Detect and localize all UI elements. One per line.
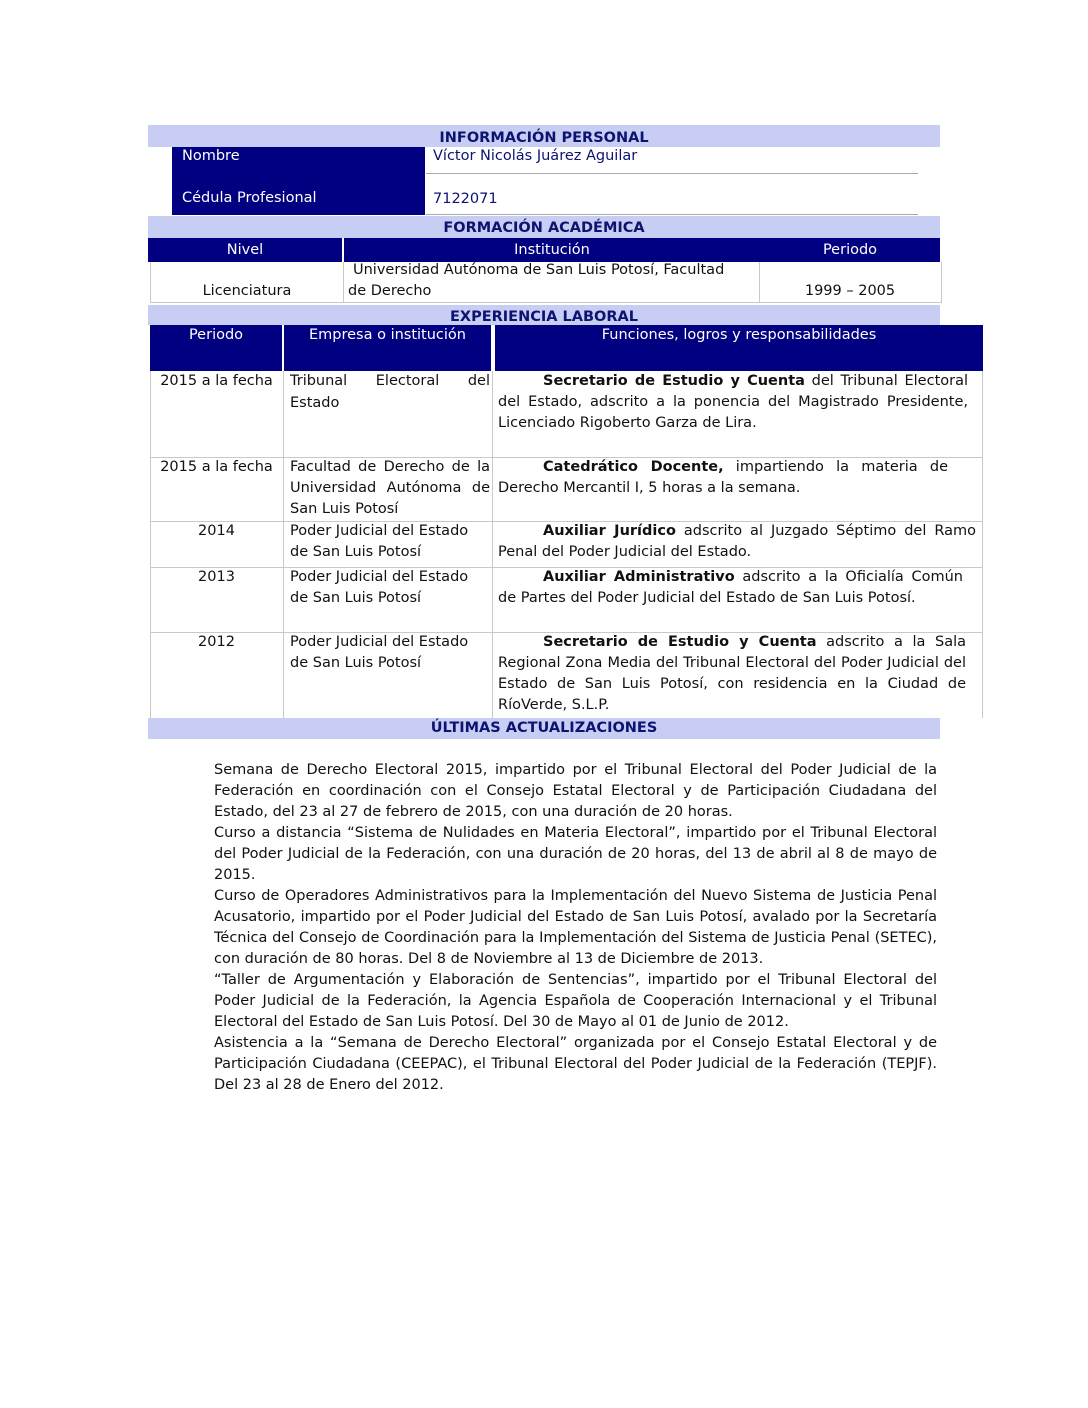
updates-list [214,760,937,1096]
update-item: Curso de Operadores Administrativos para la Implementación del Nuevo Sistema de Justicia Penal Acusatorio, impartido por el Poder Judicial del Estado de San Luis Potosí, avalado por la Secretaría Técnica del Consejo de Coordinación para la Implementación del Sistema de Justicia Penal (SETEC), con duración de 80 horas. Del 8 de Noviembre al 13 de Diciembre de 2013. [214,888,937,967]
experience-header-empresa [284,325,491,371]
divider [283,371,284,718]
experience-header-periodo [150,325,282,371]
cedula-value: 7122071 [433,191,498,207]
experience-funciones [498,567,963,609]
experience-desc: del Tribunal Electoral del Estado, adscrito a la ponencia del Magistrado Presidente, Licenciado Rigoberto Garza de Lira. [498,373,969,431]
experience-role: Auxiliar Administrativo [543,569,735,585]
experience-periodo: 2015 a la fecha [160,459,273,475]
section-title: ÚLTIMAS ACTUALIZACIONES [430,720,658,736]
academic-institucion-line2: de Derecho [348,283,432,299]
section-title: EXPERIENCIA LABORAL [450,309,638,325]
experience-role: Secretario de Estudio y Cuenta [543,373,805,389]
experience-funciones [498,371,968,434]
divider [426,173,918,174]
experience-role: Catedrático Docente, [543,459,724,475]
experience-empresa: Tribunal Electoral del [290,373,490,389]
update-item: Curso a distancia “Sistema de Nulidades en Materia Electoral”, impartido por el Tribunal Electoral del Poder Judicial de la Federación, con una duración de 20 horas, del 13 de abril al 8 de mayo de 2015. [214,825,937,883]
cedula-label: Cédula Profesional [182,190,317,206]
experience-desc: adscrito al Juzgado Séptimo del Ramo Penal del Poder Judicial del Estado. [498,523,976,560]
experience-funciones [498,521,976,563]
divider [426,214,918,215]
academic-header-row [148,238,940,262]
divider [982,371,983,718]
experience-empresa: Poder Judicial del Estado de San Luis Potosí [290,569,469,606]
update-item: Semana de Derecho Electoral 2015, impartido por el Tribunal Electoral del Poder Judicial de la Federación en coordinación con el Consejo Estatal Electoral y de Participación Ciudadana del Estado, del 23 al 27 de febrero de 2015, con una duración de 20 horas. [214,762,937,820]
section-header-updates [148,718,940,739]
experience-funciones [498,632,966,716]
section-title: FORMACIÓN ACADÉMICA [443,220,645,236]
academic-periodo: 1999 – 2005 [804,283,896,299]
experience-role: Secretario de Estudio y Cuenta [543,634,817,650]
section-header-personal [148,125,940,147]
experience-periodo: 2015 a la fecha [160,373,273,389]
experience-desc: adscrito a la Oficialía Común de Partes del Poder Judicial del Estado de San Luis Potosí. [498,569,963,606]
academic-nivel: Licenciatura [202,283,292,299]
name-label-cell [172,147,425,215]
column-header-institucion: Institución [514,242,590,258]
column-header-funciones: Funciones, logros y responsabilidades [601,327,877,343]
column-header-empresa: Empresa o institución [308,327,466,343]
column-header-nivel: Nivel [226,242,264,258]
experience-desc: impartiendo la materia de Derecho Mercantil I, 5 horas a la semana. [498,459,948,496]
experience-empresa: Poder Judicial del Estado de San Luis Potosí [290,523,469,560]
name-label: Nombre [182,148,240,164]
experience-desc: adscrito a la Sala Regional Zona Media del Tribunal Electoral del Poder Judicial del Estado de San Luis Potosí, con residencia en la Ciudad de RíoVerde, S.L.P. [498,634,967,713]
experience-empresa: Facultad de Derecho de la Universidad Autónoma de San Luis Potosí [290,459,490,517]
experience-periodo: 2014 [198,523,235,539]
experience-periodo: 2013 [198,569,235,585]
column-header-periodo: Periodo [822,242,878,258]
column-header-periodo: Periodo [188,327,244,343]
experience-header-funciones [495,325,983,371]
update-item: Asistencia a la “Semana de Derecho Electoral” organizada por el Consejo Estatal Electoral y de Participación Ciudadana (CEEPAC), el Tribunal Electoral del Poder Judicial de la Federación (TEPJF). Del 23 al 28 de Enero del 2012. [214,1035,937,1093]
divider [150,371,151,718]
name-value: Víctor Nicolás Juárez Aguilar [433,148,638,164]
experience-empresa: Poder Judicial del Estado de San Luis Potosí [290,634,469,671]
divider [492,371,493,718]
academic-row [150,262,942,303]
experience-periodo: 2012 [198,634,235,650]
section-header-academic [148,216,940,238]
section-title: INFORMACIÓN PERSONAL [439,130,649,146]
update-item: “Taller de Argumentación y Elaboración de Sentencias”, impartido por el Tribunal Electoral del Poder Judicial de la Federación, la Agencia Española de Cooperación Internacional y el Tribunal Electoral del Estado de San Luis Potosí. Del 30 de Mayo al 01 de Junio de 2012. [214,972,937,1030]
section-header-experience [148,305,940,325]
experience-empresa-line2: Estado [290,395,340,411]
experience-funciones [498,457,948,499]
experience-role: Auxiliar Jurídico [543,523,676,539]
divider [343,262,344,302]
academic-institucion-line1: Universidad Autónoma de San Luis Potosí, Facultad [353,262,725,278]
